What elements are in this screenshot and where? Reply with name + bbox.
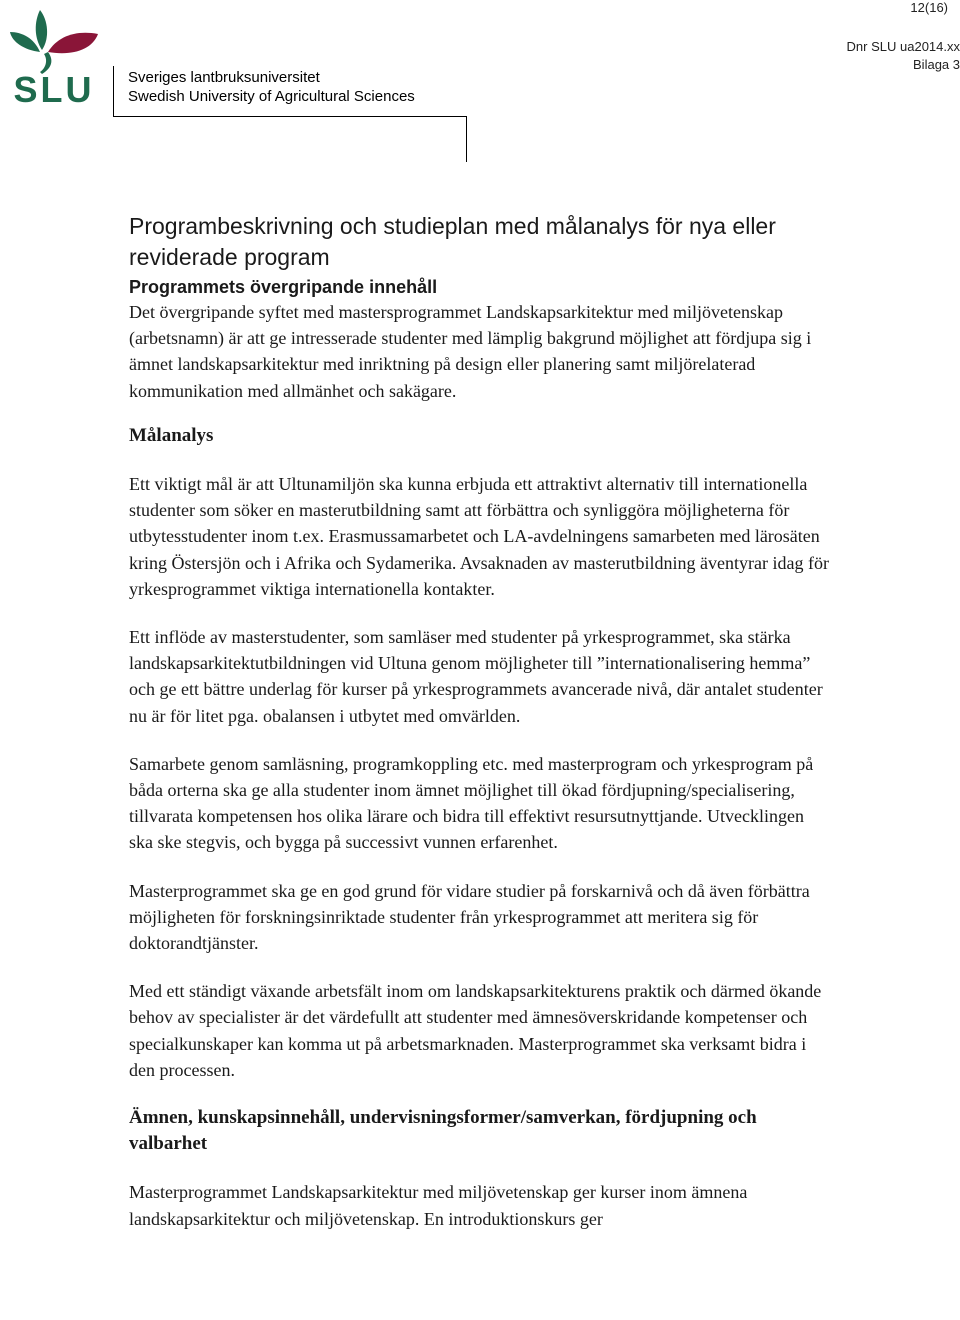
- overview-paragraph: Det övergripande syftet med mastersprogrammet Landskapsarkitektur med miljövetenskap (arbetsnamn) är att ge intresserade studenter med lämplig bakgrund möjlighet att fördjupa sig i ämnet landskapsarkitektur med inriktning på design eller planering samt miljörelaterad kommunikation med allmänhet och sakägare.: [129, 302, 812, 401]
- paragraph: Masterprogrammet ska ge en god grund för vidare studier på forskarnivå och då även förbättra möjligheten för forskningsinriktade studenter från yrkesprogrammet att meritera sig för doktorandtjänster.: [129, 880, 810, 954]
- section-heading-overview: Programmets övergripande innehåll: [129, 277, 438, 297]
- paragraph: Med ett ständigt växande arbetsfält inom om landskapsarkitekturens praktik och därmed ökande behov av specialister är det värdefullt att studenter med ämnesöverskridande kompetenser och specialkunskaper kan komma ut på arbetsmarknaden. Masterprogrammet ska verksamt bidra i den processen.: [129, 981, 822, 1080]
- university-name: [128, 68, 415, 106]
- paragraph: Ett viktigt mål är att Ultunamiljön ska kunna erbjuda ett attraktivt alternativ till internationella studenter som söker en masterutbildning samt att förbättra och synliggöra möjligheterna för utbytesstudenter inom t.ex. Erasmussamarbetet och LA-avdelningens samarbeten med lärosäten kring Östersjön och i Afrika och Sydamerika. Avsaknaden av masterutbildning äventyrar idag för yrkesprogrammet viktiga internationella kontakter.: [129, 474, 829, 599]
- header-rule-horizontal: [113, 116, 467, 117]
- header-rule-vertical-left: [113, 66, 114, 117]
- university-name-english: Swedish University of Agricultural Sciences: [128, 88, 415, 105]
- dnr-number: Dnr SLU ua2014.xx: [846, 39, 960, 54]
- leaf-icon: [10, 10, 98, 74]
- page-number: 12(16): [910, 0, 948, 15]
- paragraph: Samarbete genom samläsning, programkoppling etc. med masterprogram och yrkesprogram på båda orterna ska ge alla studenter inom ämnet möjlighet till ökad fördjupning/specialisering, tillvarata kompetensen hos olika lärare och bidra till effektivt resursutnyttjande. Utvecklingen ska ske stegvis, och bygga på successivt vunnen erfarenhet.: [129, 753, 814, 853]
- document-body: [129, 211, 829, 1232]
- section-heading-subjects: Ämnen, kunskapsinnehåll, undervisningsformer/samverkan, fördjupning och valbarhet: [129, 1107, 757, 1155]
- section-heading-goal-analysis: Målanalys: [129, 424, 214, 446]
- header-rule-vertical-right: [466, 116, 467, 162]
- document-title: Programbeskrivning och studieplan med målanalys för nya eller reviderade program: [129, 213, 776, 270]
- subjects-paragraph: Masterprogrammet Landskapsarkitektur med miljövetenskap ger kurser inom ämnena landskapsarkitektur och miljövetenskap. En introduktionskurs ger: [129, 1182, 748, 1229]
- paragraph: Ett inflöde av masterstudenter, som samläser med studenter på yrkesprogrammet, ska stärka landskapsarkitektutbildningen vid Ultuna genom möjligheter till ”internationalisering hemma” och ge ett bättre underlag för kurser på yrkesprogrammets avancerade nivå, där antalet studenter nu är för litet pga. obalansen i utbytet med omvärlden.: [129, 627, 823, 726]
- slu-logo: [6, 8, 102, 106]
- university-name-swedish: Sveriges lantbruksuniversitet: [128, 69, 320, 86]
- document-reference: [847, 38, 960, 74]
- attachment-label: Bilaga 3: [913, 57, 960, 72]
- logo-text: SLU: [13, 69, 95, 106]
